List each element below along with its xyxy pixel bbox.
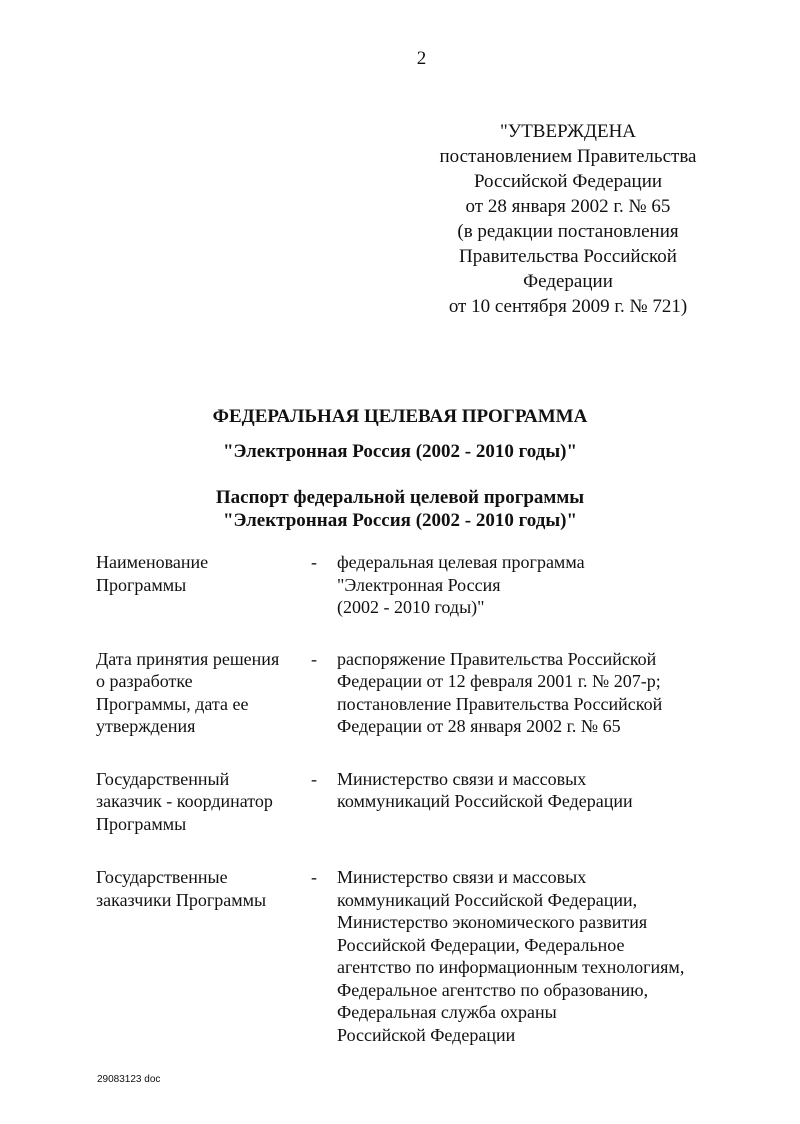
program-subtitle: "Электронная Россия (2002 - 2010 годы)" [222, 441, 578, 462]
row-value [337, 768, 716, 813]
document-code: 29083123 doc [97, 1074, 161, 1085]
label-line: Дата принятия решения [96, 648, 280, 669]
value-line: Федеральная служба охраны [337, 1002, 557, 1022]
label-line: заказчик - координатор [96, 791, 273, 811]
row-label [96, 768, 311, 836]
value-line: коммуникаций Российской Федерации, [337, 889, 638, 910]
label-line: Наименование [96, 552, 209, 572]
page-number: 2 [416, 48, 427, 69]
value-line: Федерации от 12 февраля 2001 г. № 207-р; [337, 671, 661, 691]
approval-line: постановлением Правительства [439, 146, 697, 167]
value-line: Российской Федерации, Федеральное [337, 934, 625, 955]
approval-line: Российской Федерации [473, 171, 663, 192]
label-line: о разработке [96, 671, 193, 691]
label-line: Государственный [96, 768, 230, 789]
value-line: агентство по информационным технологиям, [337, 957, 685, 977]
passport-row-coordinator [96, 768, 716, 836]
row-dash: - [311, 648, 317, 669]
label-line: Программы [96, 813, 187, 834]
value-line: (2002 - 2010 годы)" [337, 597, 485, 617]
row-value [337, 866, 716, 1046]
label-line: Государственные [96, 867, 228, 887]
value-line: Федерации от 28 января 2002 г. № 65 [337, 716, 621, 736]
label-line: Программы, дата ее [96, 693, 249, 714]
row-label [96, 648, 311, 738]
value-line: Федеральное агентство по образованию, [337, 979, 649, 1000]
program-title: ФЕДЕРАЛЬНАЯ ЦЕЛЕВАЯ ПРОГРАММА [212, 406, 588, 427]
approval-line: от 28 января 2002 г. № 65 [465, 196, 671, 217]
approval-line: "УТВЕРЖДЕНА [499, 121, 637, 142]
value-line: Министерство связи и массовых [337, 768, 587, 789]
row-label [96, 551, 311, 596]
passport-row-decision-date [96, 648, 716, 738]
approval-line: Правительства Российской [459, 246, 677, 267]
row-value [337, 551, 716, 619]
passport-subtitle: "Электронная Россия (2002 - 2010 годы)" [222, 510, 578, 531]
value-line: Министерство связи и массовых [337, 867, 587, 887]
value-line: постановление Правительства Российской [337, 693, 663, 714]
value-line: Российской Федерации [337, 1024, 516, 1045]
value-line: федеральная целевая программа [337, 552, 585, 572]
value-line: "Электронная Россия [337, 574, 501, 595]
approval-line: от 10 сентября 2009 г. № 721) [448, 296, 688, 317]
value-line: распоряжение Правительства Российской [337, 648, 657, 669]
passport-table [96, 551, 716, 1046]
passport-row-name [96, 551, 716, 619]
row-dash: - [311, 768, 317, 789]
approval-stamp-block [408, 119, 728, 319]
row-label [96, 866, 311, 911]
passport-title: Паспорт федеральной целевой программы [215, 487, 585, 508]
label-line: Программы [96, 574, 187, 595]
row-value [337, 648, 716, 738]
label-line: заказчики Программы [96, 889, 267, 910]
row-dash: - [311, 867, 317, 887]
approval-line: (в редакции постановления [457, 221, 679, 242]
value-line: Министерство экономического развития [337, 912, 648, 932]
value-line: коммуникаций Российской Федерации [337, 791, 633, 811]
passport-row-customers [96, 866, 716, 1046]
label-line: утверждения [96, 716, 196, 736]
approval-line: Федерации [523, 271, 613, 292]
row-dash: - [311, 552, 317, 572]
